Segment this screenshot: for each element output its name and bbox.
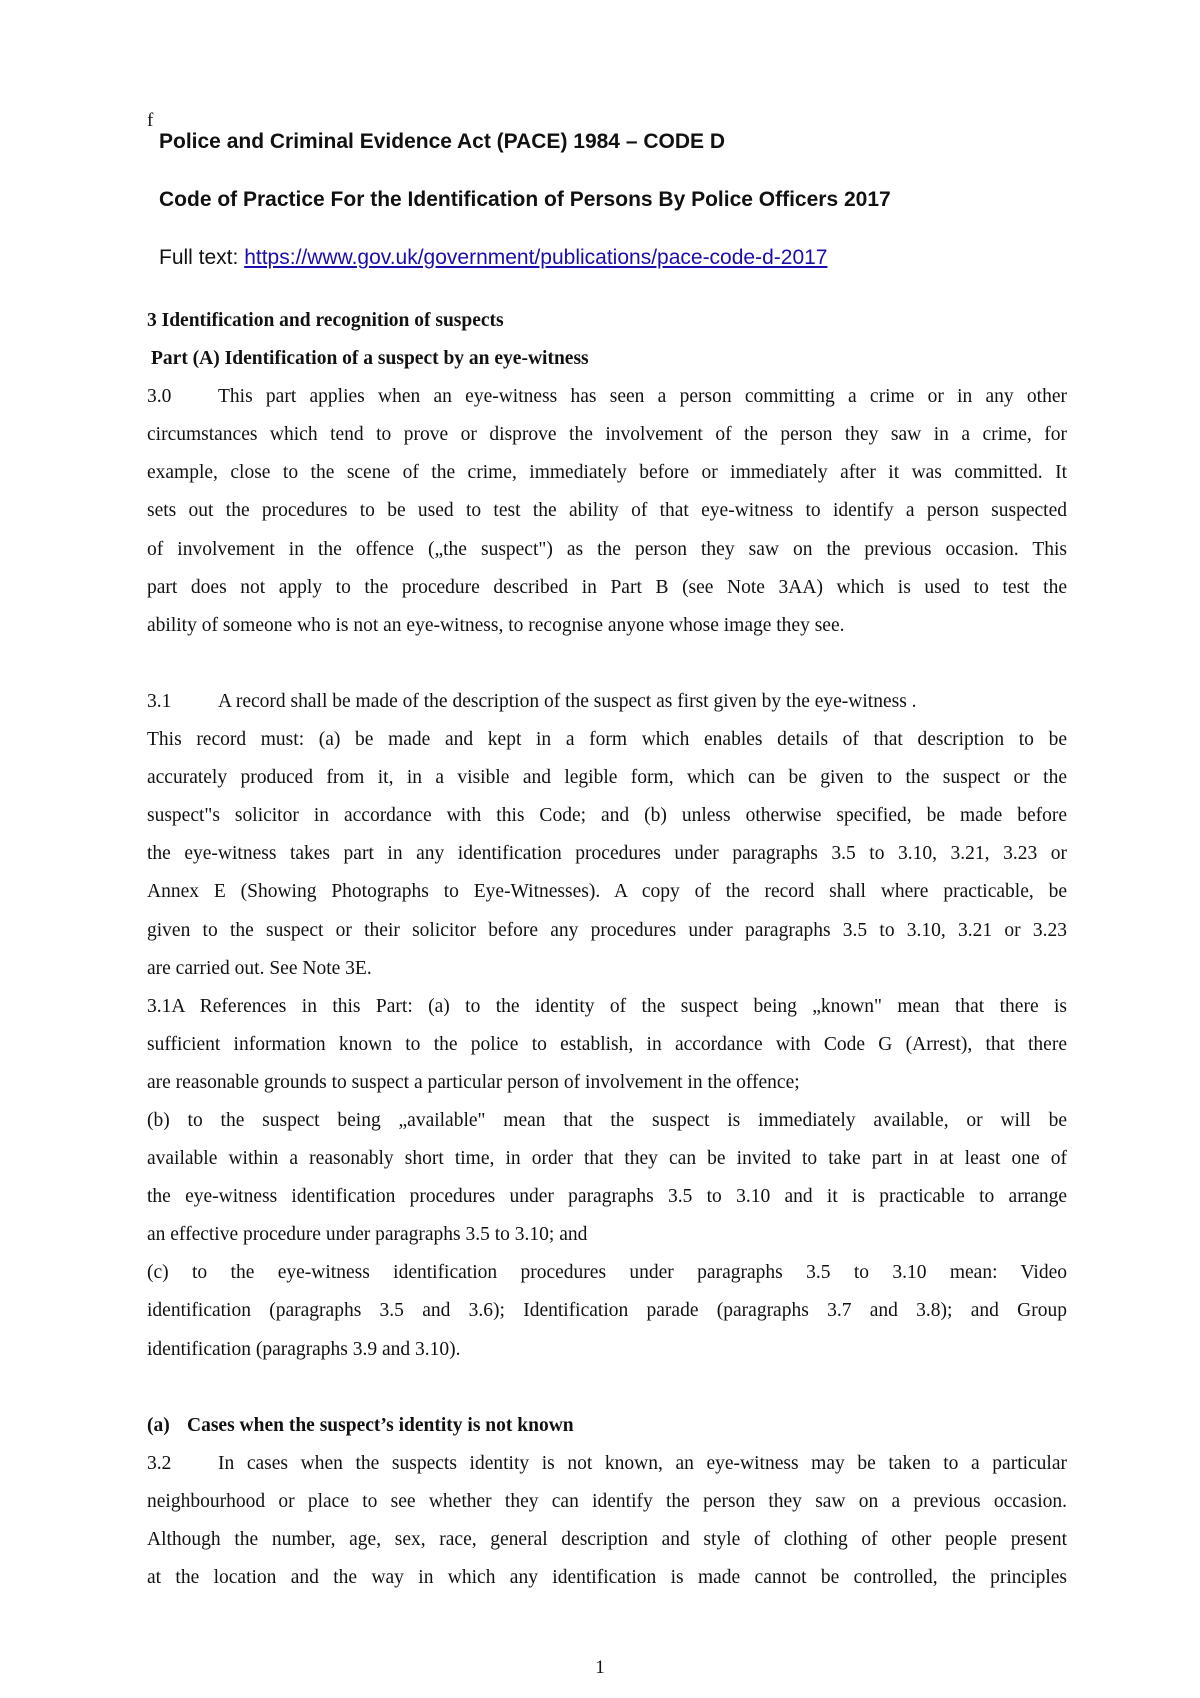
stray-character: f (147, 110, 154, 131)
paragraph-line: ability of someone who is not an eye-witness, to recognise anyone whose image they see. (147, 614, 845, 636)
paragraph-line: sufficient information known to the police to establish, in accordance with Code G (Arrest), that there (147, 1033, 1067, 1055)
paragraph-line: sets out the procedures to be used to test the ability of that eye-witness to identify a person suspected (147, 500, 1067, 522)
full-text-label: Full text: (159, 246, 245, 269)
paragraph-line: available within a reasonably short time, in order that they can be invited to take part in at least one of (147, 1148, 1067, 1170)
paragraph-line: (c) to the eye-witness identification procedures under paragraphs 3.5 to 3.10 mean: Video (147, 1262, 1067, 1284)
paragraph-3-0 (147, 378, 1067, 645)
paragraph-line: identification (paragraphs 3.5 and 3.6); Identification parade (paragraphs 3.7 and 3.8); and Group (147, 1300, 1067, 1322)
subsection-tag: (a) (147, 1414, 170, 1436)
subsection-heading (147, 1407, 1067, 1445)
document-title: Police and Criminal Evidence Act (PACE) 1984 – CODE D (159, 130, 726, 153)
paragraph-3-2 (147, 1445, 1067, 1597)
paragraph-line: example, close to the scene of the crime, immediately before or immediately after it was committed. It (147, 462, 1067, 484)
paragraph-line: neighbourhood or place to see whether they can identify the person they saw on a previous occasion. (147, 1490, 1067, 1512)
paragraph-3-1 (147, 683, 1067, 988)
page-number: 1 (595, 1657, 605, 1678)
paragraph-number: 3.1 (147, 690, 172, 712)
paragraph-line: the eye-witness identification procedures under paragraphs 3.5 to 3.10 and it is practicable to arrange (147, 1186, 1067, 1208)
paragraph-line: Annex E (Showing Photographs to Eye-Witnesses). A copy of the record shall where practicable, be (147, 881, 1067, 903)
document-subtitle: Code of Practice For the Identification of Persons By Police Officers 2017 (159, 188, 891, 211)
full-text-line (159, 246, 827, 270)
paragraph-line: are carried out. See Note 3E. (147, 957, 372, 979)
paragraph-line: accurately produced from it, in a visible and legible form, which can be given to the suspect or the (147, 767, 1067, 789)
paragraph-line: suspect"s solicitor in accordance with this Code; and (b) unless otherwise specified, be made before (147, 805, 1067, 827)
part-heading: Part (A) Identification of a suspect by an eye-witness (151, 348, 589, 370)
paragraph-line: This record must: (a) be made and kept in a form which enables details of that description to be (147, 729, 1067, 751)
paragraph-line: 3.0 This part applies when an eye-witness has seen a person committing a crime or in any other (147, 378, 1067, 416)
paragraph-number: 3.0 (147, 386, 172, 408)
paragraph-line: are reasonable grounds to suspect a particular person of involvement in the offence; (147, 1071, 800, 1093)
subsection-title: Cases when the suspect’s identity is not known (187, 1414, 574, 1436)
paragraph-line: given to the suspect or their solicitor before any procedures under paragraphs 3.5 to 3.10, 3.21 or 3.23 (147, 919, 1067, 941)
paragraph-3-1a (147, 988, 1067, 1369)
paragraph-line: 3.1 A record shall be made of the description of the suspect as first given by the eye-witness . (147, 683, 1067, 721)
paragraph-line: circumstances which tend to prove or disprove the involvement of the person they saw in a crime, for (147, 424, 1067, 446)
paragraph-line: 3.2 In cases when the suspects identity is not known, an eye-witness may be taken to a particular (147, 1445, 1067, 1483)
paragraph-line: 3.1A References in this Part: (a) to the identity of the suspect being „known" mean that there is (147, 995, 1067, 1017)
paragraph-line: of involvement in the offence („the suspect") as the person they saw on the previous occasion. This (147, 538, 1067, 560)
paragraph-line: (b) to the suspect being „available" mean that the suspect is immediately available, or will be (147, 1109, 1067, 1131)
paragraph-number: 3.2 (147, 1452, 172, 1474)
spacer (147, 645, 1067, 683)
spacer (147, 1369, 1067, 1407)
document-body (147, 302, 1067, 1597)
paragraph-line: identification (paragraphs 3.9 and 3.10). (147, 1338, 461, 1360)
paragraph-line: the eye-witness takes part in any identification procedures under paragraphs 3.5 to 3.10, 3.21, 3.23 or (147, 843, 1067, 865)
paragraph-line: Although the number, age, sex, race, general description and style of clothing of other people present (147, 1529, 1067, 1550)
paragraph-line: an effective procedure under paragraphs 3.5 to 3.10; and (147, 1224, 588, 1246)
section-heading: 3 Identification and recognition of suspects (147, 310, 504, 331)
paragraph-line: part does not apply to the procedure described in Part B (see Note 3AA) which is used to test the (147, 576, 1067, 598)
paragraph-line: at the location and the way in which any identification is made cannot be controlled, the principles (147, 1567, 1067, 1589)
full-text-link[interactable]: https://www.gov.uk/government/publications/pace-code-d-2017 (244, 246, 828, 269)
